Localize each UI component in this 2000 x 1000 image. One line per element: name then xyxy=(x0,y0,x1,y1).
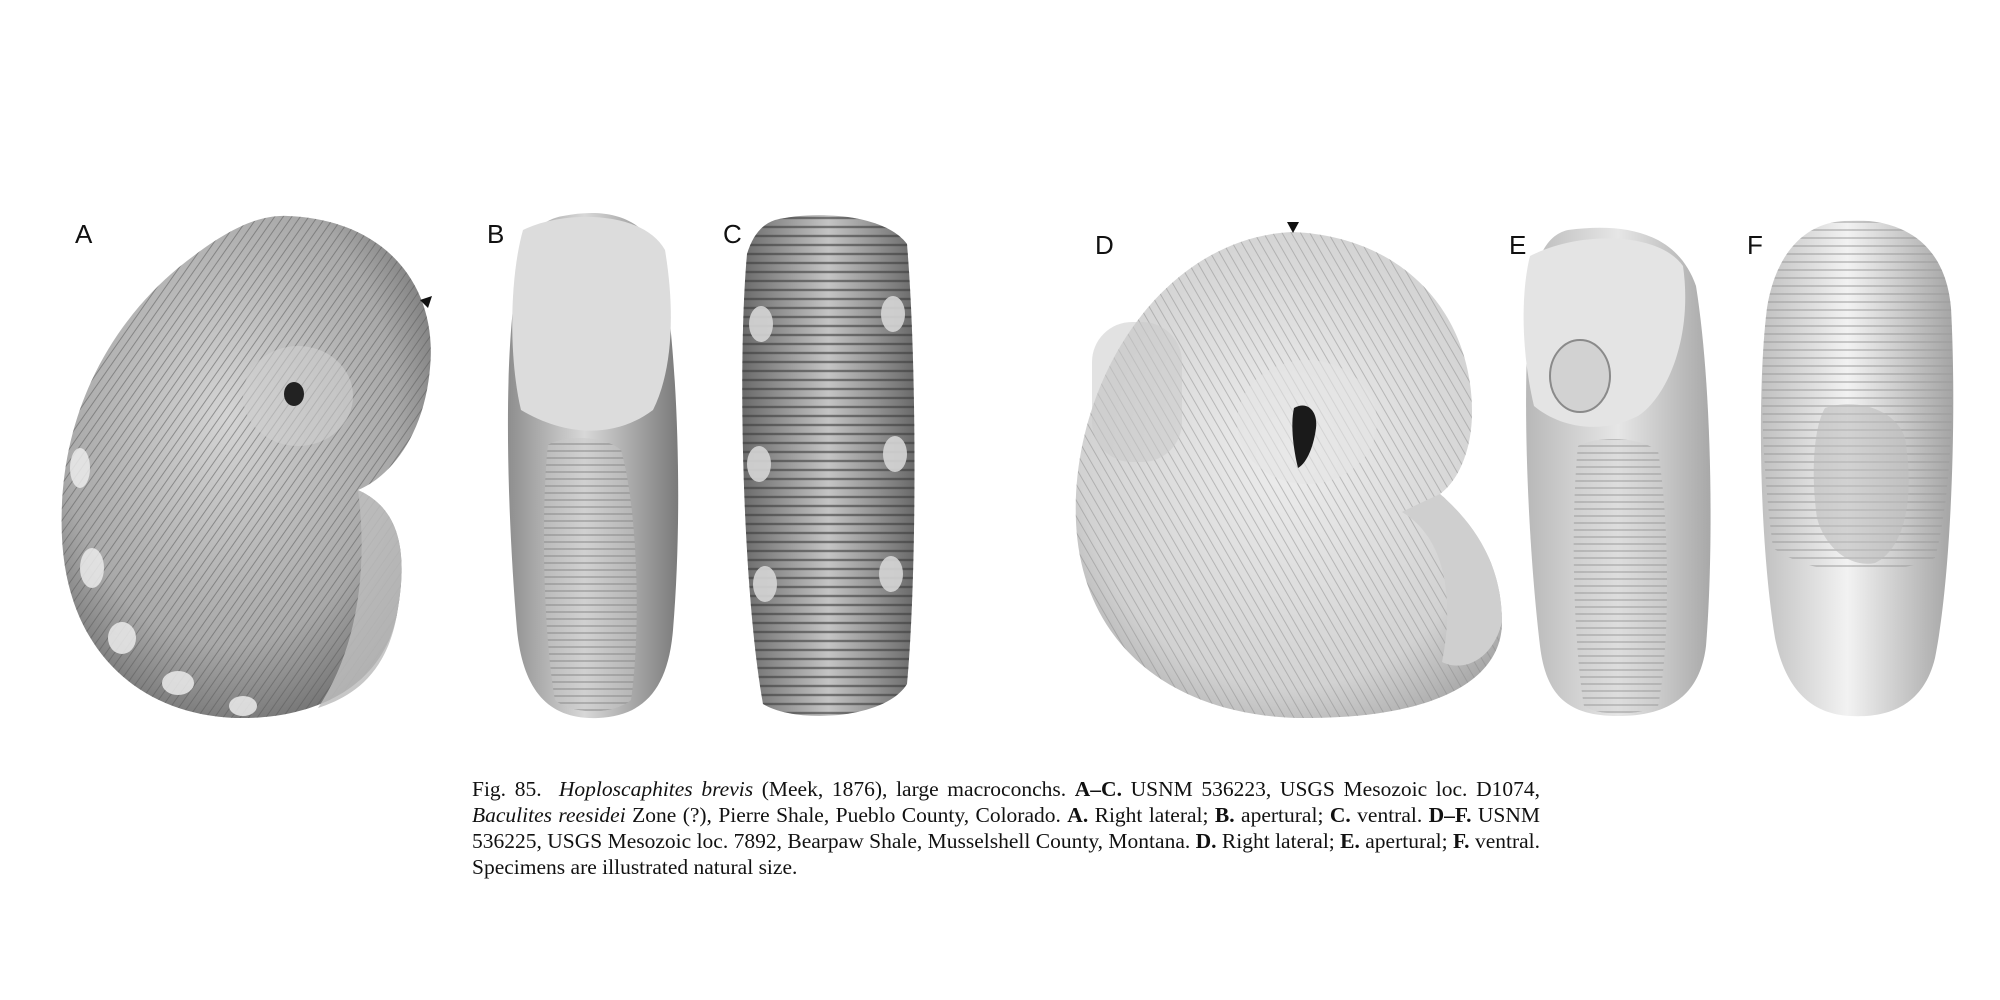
caption-label-c: C. xyxy=(1329,803,1351,827)
caption-df-specimen: USNM 536225, USGS Mesozoic loc. 7892, Bearpaw Shale, Musselshell County, Montana. xyxy=(472,803,1541,853)
caption-ac-specimen: USNM 536223, USGS Mesozoic loc. D1074, xyxy=(1121,777,1540,801)
specimen-b-apertural-image xyxy=(503,210,683,722)
caption-view-a: Right lateral; xyxy=(1088,803,1215,827)
caption-range-ac: A–C. xyxy=(1074,777,1122,801)
caption-fig-number: Fig. 85. xyxy=(472,777,542,801)
panel-label-f: F xyxy=(1747,230,1763,260)
caption-taxon: Hoploscaphites brevis xyxy=(558,777,754,801)
panel-label-c: C xyxy=(723,219,742,249)
caption-zone-taxon: Baculites reesidei xyxy=(472,803,626,827)
caption-view-d: Right lateral; xyxy=(1216,829,1341,853)
caption-view-f: ventral. Specimens are illustrated natural size. xyxy=(472,829,1541,879)
caption-range-df: D–F. xyxy=(1428,803,1472,827)
caption-label-b: B. xyxy=(1214,803,1235,827)
caption-view-b: apertural; xyxy=(1234,803,1330,827)
panel-label-a: A xyxy=(75,219,93,249)
caption-label-e: E. xyxy=(1340,829,1360,853)
specimen-d-lateral-image xyxy=(1072,222,1512,722)
panel-label-e: E xyxy=(1509,230,1527,260)
caption-label-a: A. xyxy=(1067,803,1089,827)
caption-label-d: D. xyxy=(1195,829,1217,853)
panel-label-b: B xyxy=(487,219,505,249)
caption-authority: (Meek, 1876), large macroconchs. xyxy=(753,777,1075,801)
specimen-c-ventral-image xyxy=(735,214,917,724)
caption-ac-locality: Zone (?), Pierre Shale, Pueblo County, Colorado. xyxy=(625,803,1068,827)
panel-label-d: D xyxy=(1095,230,1114,260)
figure-caption xyxy=(472,776,1540,880)
specimen-f-ventral-image xyxy=(1755,218,1955,720)
specimen-e-apertural-image xyxy=(1518,226,1714,720)
caption-label-f: F. xyxy=(1453,829,1470,853)
specimen-a-lateral-image xyxy=(58,208,450,724)
caption-view-c: ventral. xyxy=(1350,803,1429,827)
caption-view-e: apertural; xyxy=(1359,829,1454,853)
